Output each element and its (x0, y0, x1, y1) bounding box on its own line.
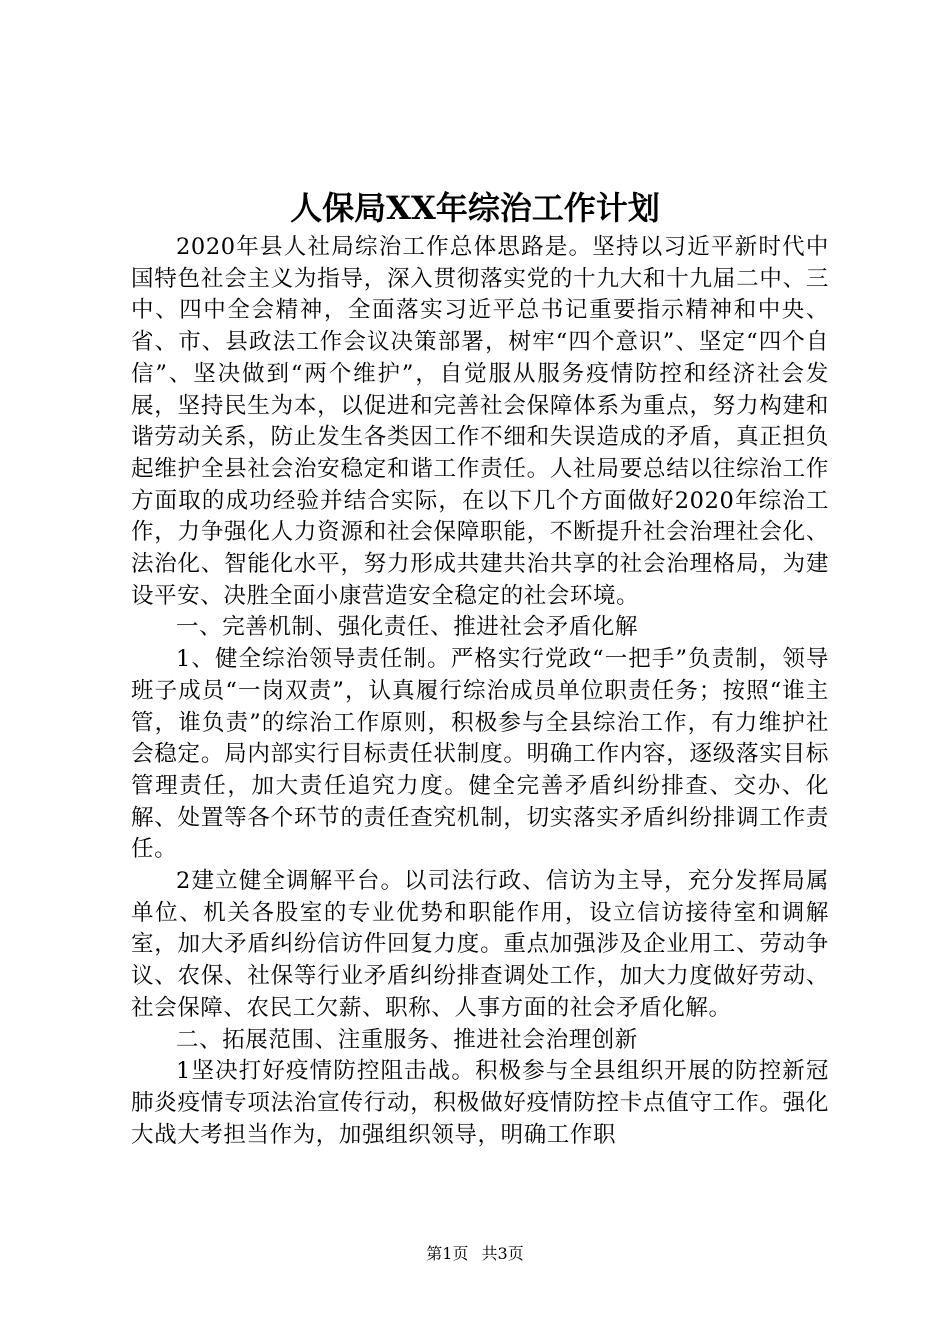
page-footer (0, 1243, 950, 1265)
document-body (131, 232, 829, 1151)
document-title: 人保局XX年综治工作计划 (290, 189, 660, 227)
intro-paragraph: 2020年县人社局综治工作总体思路是。坚持以习近平新时代中国特色社会主义为指导，深入贯彻落实党的十九大和十九届二中、三中、四中全会精神，全面落实习近平总书记重要指示精神和中央、省、市、县政法工作会议决策部署，树牢“四个意识”、坚定“四个自信”、坚决做到“两个维护”，自觉服从服务疫情防控和经济社会发展，坚持民生为本，以促进和完善社会保障体系为重点，努力构建和谐劳动关系，防止发生各类因工作不细和失误造成的矛盾，真正担负起维护全县社会治安稳定和谐工作责任。人社局要总结以往综治工作方面取的成功经验并结合实际，在以下几个方面做好2020年综治工作，力争强化人力资源和社会保障职能，不断提升社会治理社会化、法治化、智能化水平，努力形成共建共治共享的社会治理格局，为建设平安、决胜全面小康营造安全稳定的社会环境。 (131, 234, 829, 609)
page-number: 第1页 (426, 1244, 469, 1263)
item-paragraph-1-1: 1、健全综治领导责任制。严格实行党政“一把手”负责制，领导班子成员“一岗双责”，认真履行综治成员单位职责任务；按照“谁主管，谁负责”的综治工作原则，积极参与全县综治工作，有力维护社会稳定。局内部实行目标责任状制度。明确工作内容，逐级落实目标管理责任，加大责任追究力度。健全完善矛盾纠纷排查、交办、化解、处置等各个环节的责任查究机制，切实落实矛盾纠纷排调工作责任。 (131, 646, 829, 863)
section-heading-1: 一、完善机制、强化责任、推进社会矛盾化解 (176, 614, 639, 641)
item-paragraph-1-2: 2建立健全调解平台。以司法行政、信访为主导，充分发挥局属单位、机关各股室的专业优势和职能作用，设立信访接待室和调解室，加大矛盾纠纷信访件回复力度。重点加强涉及企业用工、劳动争议、农保、社保等行业矛盾纠纷排查调处工作，加大力度做好劳动、社会保障、农民工欠薪、职称、人事方面的社会矛盾化解。 (131, 868, 829, 1021)
section-heading-2: 二、拓展范围、注重服务、推进社会治理创新 (176, 1026, 639, 1053)
item-paragraph-2-1: 1坚决打好疫情防控阻击战。积极参与全县组织开展的防控新冠肺炎疫情专项法治宣传行动，积极做好疫情防控卡点值守工作。强化大战大考担当作为，加强组织领导，明确工作职 (131, 1058, 829, 1148)
page-total: 共3页 (481, 1244, 524, 1263)
